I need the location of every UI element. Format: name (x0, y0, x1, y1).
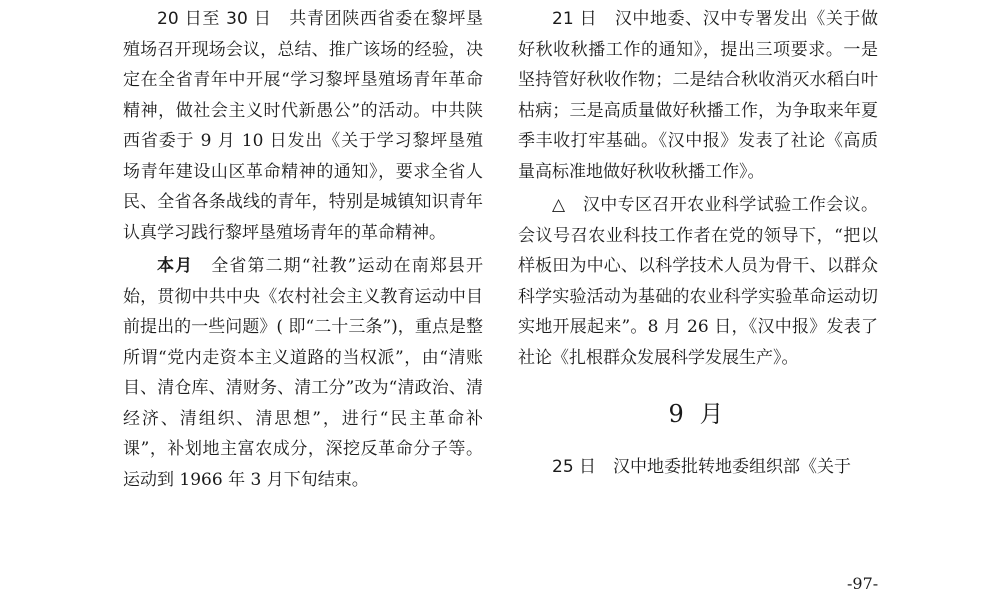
entry-text: 汉中专区召开农业科学试验工作会议。会议号召农业科技工作者在党的领导下，“把以样板田为中心、以科学技术人员为骨干、以群众科学实验活动为基础的农业科学实验革命运动切实地开展起来”。8 月 26 日，《汉中报》发表了社论《扎根群众发展科学发展生产》。 (518, 195, 879, 368)
entry-paragraph (123, 4, 483, 248)
entry-date: 25 日 (552, 456, 597, 477)
page-number: -97- (847, 574, 879, 593)
right-column (518, 4, 878, 482)
entry-date: 20 日至 30 日 (157, 9, 272, 29)
month-heading: 9 月 (668, 400, 728, 428)
entry-text: 汉中地委批转地委组织部《关于 (613, 456, 852, 477)
entry-date: 本月 (157, 256, 194, 276)
entry-paragraph (518, 190, 878, 373)
entry-date: 21 日 (552, 9, 598, 29)
left-column (123, 4, 483, 495)
entry-text: 共青团陕西省委在黎坪垦殖场召开现场会议，总结、推广该场的经验，决定在全省青年中开展“学习黎坪垦殖场青年革命精神，做社会主义时代新愚公”的活动。中共陕西省委于 9 月 10 日发出《关于学习黎坪垦殖场青年建设山区革命精神的通知》，要求全省人民、全省各条战线的青年，特别是城镇知识青年认真学习践行黎坪垦殖场青年的革命精神。 (123, 9, 484, 243)
entry-text: 全省第二期“社教”运动在南郑县开始，贯彻中共中央《农村社会主义教育运动中目前提出的一些问题》( 即“二十三条”)，重点是整所谓“党内走资本主义道路的当权派”，由“清账目、清仓库、清财务、清工分”改为“清政治、清经济、清组织、清思想”，进行“民主革命补课”，补划地主富农成分，深挖反革命分子等。运动到 1966 年 3 月下旬结束。 (123, 256, 484, 490)
entry-paragraph (518, 4, 878, 187)
entry-paragraph (123, 251, 483, 495)
entry-marker: △ (552, 195, 566, 215)
entry-paragraph (518, 452, 878, 483)
entry-text: 汉中地委、汉中专署发出《关于做好秋收秋播工作的通知》，提出三项要求。一是坚持管好秋收作物；二是结合秋收消灭水稻白叶枯病；三是高质量做好秋播工作，为争取来年夏季丰收打牢基础。《汉中报》发表了社论《高质量高标准地做好秋收秋播工作》。 (518, 9, 879, 182)
